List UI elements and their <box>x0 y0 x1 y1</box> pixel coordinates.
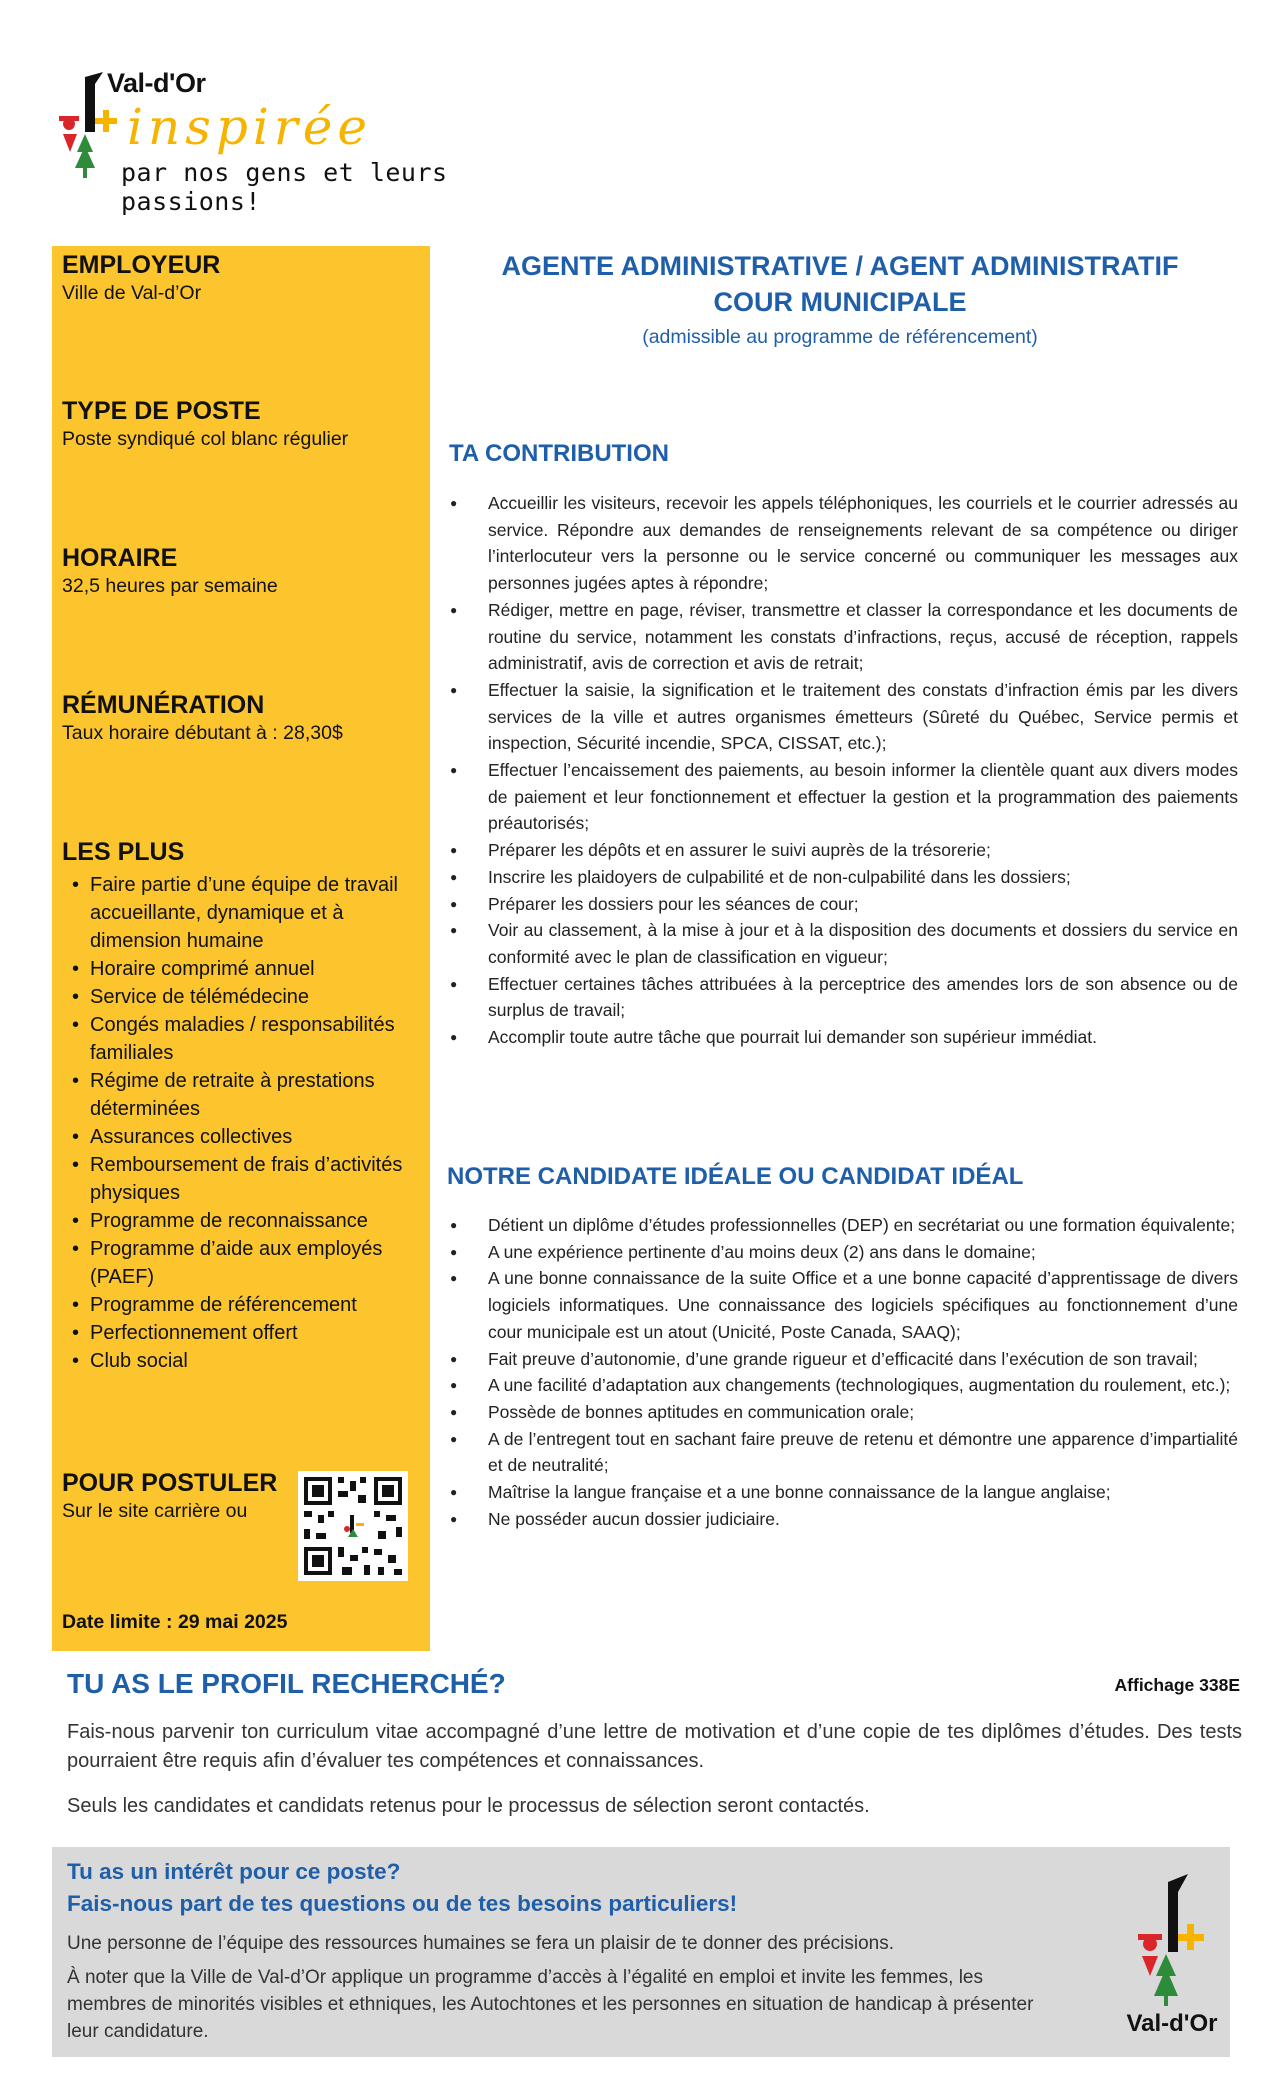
position-type-section <box>62 396 348 453</box>
apply-text: Sur le site carrière ou <box>62 1500 248 1522</box>
logo-tagline: par nos gens et leurs passions! <box>121 158 448 216</box>
val-dor-logo-mark <box>1112 1872 1232 2007</box>
benefits-list <box>62 871 430 1375</box>
list-item: ● Voir au classement, à la mise à jour et à la disposition des documents et dossiers du service en conformité avec le plan de classification en vigueur; <box>448 917 1238 970</box>
ideal-candidate-heading: NOTRE CANDIDATE IDÉALE OU CANDIDAT IDÉAL <box>447 1163 1024 1190</box>
list-item: ● Accomplir toute autre tâche que pourrait lui demander son supérieur immédiat. <box>448 1024 1238 1051</box>
ideal-candidate-list <box>448 1212 1238 1532</box>
logo-inspiree: inspirée <box>127 98 372 156</box>
benefits-heading: LES PLUS <box>62 838 185 866</box>
list-item: ● Effectuer certaines tâches attribuées à la perceptrice des amendes lors de son absence ou de surplus de travail; <box>448 971 1238 1024</box>
list-item: • Assurances collectives <box>62 1123 430 1151</box>
salary-value: Taux horaire débutant à : 28,30$ <box>62 722 343 744</box>
list-item: ● Accueillir les visiteurs, recevoir les appels téléphoniques, les courriels et le courrier adressés au service. Répondre aux demandes de renseignements relevant de sa compétence ou diriger l’interlocuteur vers la personne ou le service concerné ou communiquer les messages aux personnes jugées aptes à répondre; <box>448 490 1238 597</box>
employer-heading: EMPLOYEUR <box>62 251 221 279</box>
employer-section <box>62 250 220 307</box>
footer-logo <box>1112 1872 1232 2042</box>
posting-number: Affichage 338E <box>1114 1675 1240 1695</box>
job-title-line-2: COUR MUNICIPALE <box>713 287 967 317</box>
list-item: • Congés maladies / responsabilités familiales <box>62 1011 430 1067</box>
list-item: • Programme de reconnaissance <box>62 1207 430 1235</box>
job-subtitle: (admissible au programme de référencement) <box>642 326 1038 348</box>
contact-paragraph: Une personne de l’équipe des ressources humaines se fera un plaisir de te donner des précisions. <box>67 1933 894 1954</box>
selection-notice: Seuls les candidates et candidats retenus pour le processus de sélection seront contactés. <box>67 1795 870 1817</box>
logo-city-name: Val-d'Or <box>107 68 206 98</box>
contact-heading-1: Tu as un intérêt pour ce poste? <box>67 1859 401 1884</box>
job-title <box>445 248 1235 320</box>
list-item: • Club social <box>62 1347 430 1375</box>
header-logo <box>55 62 595 216</box>
list-item: • Remboursement de frais d’activités physiques <box>62 1151 430 1207</box>
list-item: ● A une bonne connaissance de la suite Office et a une bonne capacité d’apprentissage de divers logiciels informatiques. Une connaissance des logiciels spécifiques au fonctionnement d’une cour municipale est un atout (Unicité, Poste Canada, SAAQ); <box>448 1265 1238 1345</box>
list-item: ● A de l’entregent tout en sachant faire preuve de retenu et démontre une apparence d’impartialité et de neutralité; <box>448 1426 1238 1479</box>
list-item: • Horaire comprimé annuel <box>62 955 430 983</box>
list-item: ● Préparer les dossiers pour les séances de cour; <box>448 891 1238 918</box>
contribution-list <box>448 490 1238 1051</box>
list-item: ● A une facilité d’adaptation aux changements (technologiques, augmentation du roulement, etc.); <box>448 1372 1238 1399</box>
benefits-section <box>62 837 430 1375</box>
list-item: ● Préparer les dépôts et en assurer le suivi auprès de la trésorerie; <box>448 837 1238 864</box>
list-item: ● Fait preuve d’autonomie, d’une grande rigueur et d’efficacité dans l’exécution de son travail; <box>448 1346 1238 1373</box>
list-item: • Programme de référencement <box>62 1291 430 1319</box>
job-sidebar <box>52 246 430 1651</box>
list-item: • Service de télémédecine <box>62 983 430 1011</box>
contact-box <box>52 1847 1230 2057</box>
equal-opportunity-paragraph: À noter que la Ville de Val-d’Or applique un programme d’accès à l’égalité en emploi et invite les femmes, les membres de minorités visibles et ethniques, les Autochtones et les personnes en situation de handicap à présenter leur candidature. <box>67 1967 1034 2042</box>
list-item: • Programme d’aide aux employés (PAEF) <box>62 1235 430 1291</box>
profile-heading: TU AS LE PROFIL RECHERCHÉ? <box>67 1668 506 1699</box>
position-type-heading: TYPE DE POSTE <box>62 397 261 425</box>
schedule-section <box>62 543 278 600</box>
apply-section <box>62 1468 277 1525</box>
list-item: ● A une expérience pertinente d’au moins deux (2) ans dans le domaine; <box>448 1239 1238 1266</box>
salary-heading: RÉMUNÉRATION <box>62 691 265 719</box>
profile-paragraph: Fais-nous parvenir ton curriculum vitae accompagné d’une lettre de motivation et d’une copie de tes diplômes d’études. Des tests pourraient être requis afin d’évaluer tes compétences et connaissances. <box>67 1721 1242 1772</box>
list-item: • Perfectionnement offert <box>62 1319 430 1347</box>
position-type-value: Poste syndiqué col blanc régulier <box>62 428 349 450</box>
list-item: ● Rédiger, mettre en page, réviser, transmettre et classer la correspondance et les documents de routine du service, notamment les constats d’infractions, reçus, accusé de réception, rappels administratif, avis de correction et avis de retrait; <box>448 597 1238 677</box>
employer-value: Ville de Val-d’Or <box>62 282 202 304</box>
list-item: ● Maîtrise la langue française et a une bonne connaissance de la langue anglaise; <box>448 1479 1238 1506</box>
schedule-value: 32,5 heures par semaine <box>62 575 278 597</box>
contact-heading-2: Fais-nous part de tes questions ou de tes besoins particuliers! <box>67 1891 738 1916</box>
apply-heading: POUR POSTULER <box>62 1469 278 1497</box>
list-item: • Faire partie d’une équipe de travail accueillante, dynamique et à dimension humaine <box>62 871 430 955</box>
list-item: ● Inscrire les plaidoyers de culpabilité et de non-culpabilité dans les dossiers; <box>448 864 1238 891</box>
list-item: ● Effectuer l’encaissement des paiements, au besoin informer la clientèle quant aux divers modes de paiement et leur fonctionnement et effectuer la gestion et la programmation des paiements préautorisés; <box>448 757 1238 837</box>
job-title-line-1: AGENTE ADMINISTRATIVE / AGENT ADMINISTRATIF <box>501 251 1179 281</box>
application-deadline: Date limite : 29 mai 2025 <box>62 1611 288 1633</box>
list-item: ● Ne posséder aucun dossier judiciaire. <box>448 1506 1238 1533</box>
list-item: • Régime de retraite à prestations déterminées <box>62 1067 430 1123</box>
qr-code-icon[interactable] <box>298 1471 408 1581</box>
list-item: ● Possède de bonnes aptitudes en communication orale; <box>448 1399 1238 1426</box>
schedule-heading: HORAIRE <box>62 544 178 572</box>
list-item: ● Détient un diplôme d’études professionnelles (DEP) en secrétariat ou une formation équivalente; <box>448 1212 1238 1239</box>
contribution-heading: TA CONTRIBUTION <box>449 440 669 467</box>
list-item: ● Effectuer la saisie, la signification et le traitement des constats d’infraction émis par les divers services de la ville et autres organismes émetteurs (Sûreté du Québec, Service permis et inspection, Sécurité incendie, SPCA, CISSAT, etc.); <box>448 677 1238 757</box>
footer-logo-city: Val-d'Or <box>1126 2010 1218 2037</box>
salary-section <box>62 690 343 747</box>
